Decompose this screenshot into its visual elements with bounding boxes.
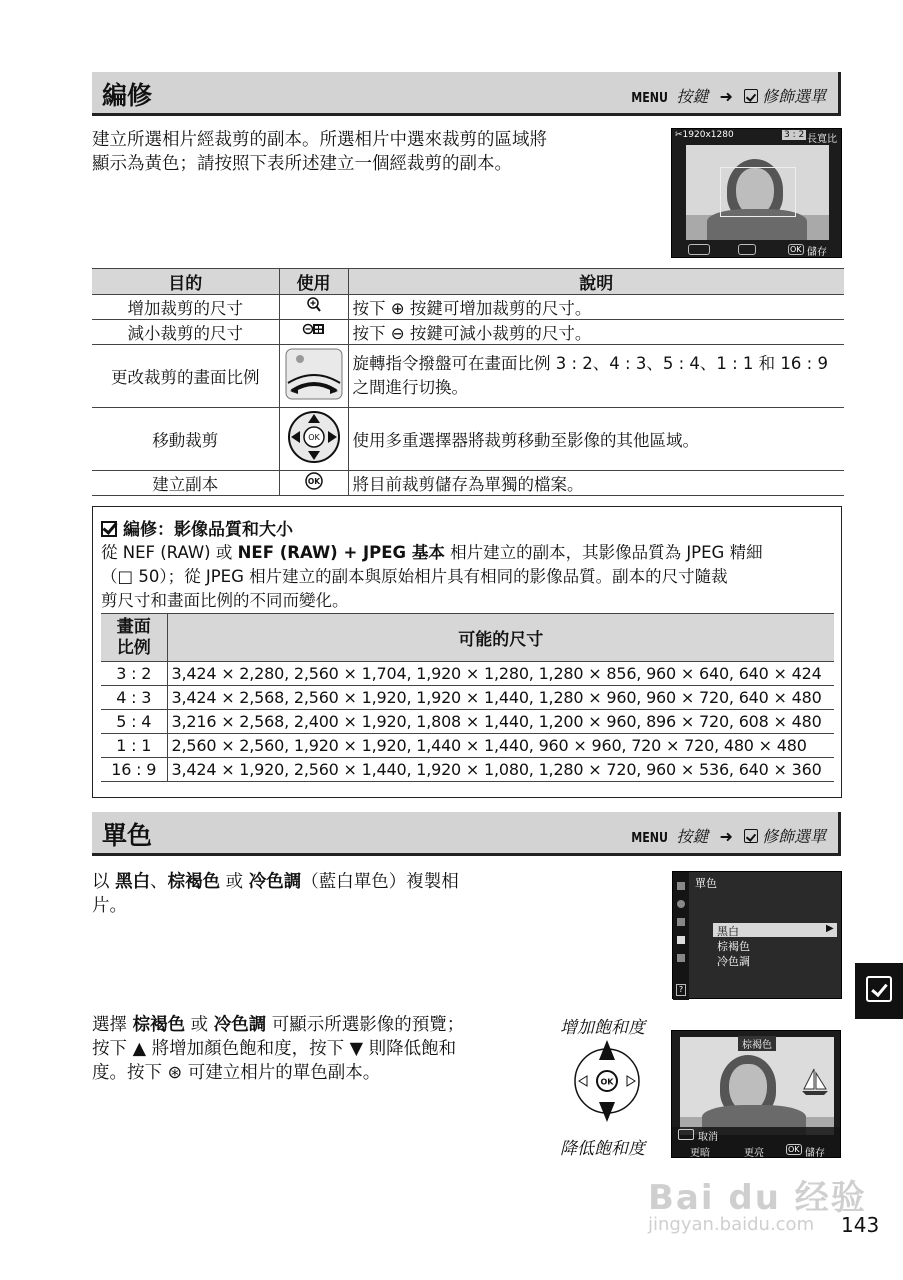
retouch-menu-icon — [744, 89, 758, 103]
ok-button-icon — [305, 472, 323, 490]
retouch-icon — [677, 936, 685, 944]
table-row: 更改裁剪的畫面比例 旋轉指令撥盤可在畫面比例 3 : 2、4 : 3、5 : 4、1 : 1 和 16 : 9 之間進行切換。 — [92, 345, 844, 408]
baidu-watermark: Bai du 经验 — [648, 1178, 867, 1218]
command-dial-icon — [282, 345, 346, 403]
ok-icon: OK — [788, 1145, 800, 1154]
header-use: 使用 — [279, 269, 348, 295]
table-row: 3 : 2 3,424 × 2,280, 2,560 × 1,704, 1,920 × 1,280, 1,280 × 856, 960 × 640, 640 × 424 — [101, 662, 834, 686]
multi-selector-diagram — [572, 1038, 642, 1124]
cancel-label: 取消 — [698, 1132, 718, 1143]
crop-screen-footer — [672, 242, 842, 258]
svg-text:OK: OK — [600, 1077, 614, 1087]
ratio-text: 長寬比 — [807, 134, 837, 145]
section-title: 單色 — [102, 821, 153, 850]
retouch-menu-icon — [744, 829, 758, 843]
preview-footer — [672, 1127, 841, 1158]
playback-icon — [677, 882, 685, 890]
image-size-table — [101, 613, 834, 782]
setup-icon — [677, 918, 685, 926]
header-purpose: 目的 — [92, 269, 279, 295]
header-description: 說明 — [348, 269, 844, 295]
menu-path: MENU 按鍵 ➜ 修飾選單 — [631, 827, 826, 846]
crop-frame — [720, 167, 796, 217]
menu-item-cyanotype[interactable]: 冷色調 — [717, 955, 750, 968]
page-number: 143 — [841, 1213, 880, 1237]
brighter-label: 更亮 — [744, 1148, 764, 1158]
table-row: 16 : 9 3,424 × 1,920, 2,560 × 1,440, 1,920 × 1,080, 1,280 × 720, 960 × 536, 640 × 360 — [101, 758, 834, 782]
menu-title: 單色 — [695, 877, 717, 890]
crop-screen-header — [672, 129, 842, 143]
monochrome-paragraph: 以 黑白、棕褐色 或 冷色調（藍白單色）複製相 片。 — [92, 872, 459, 916]
header-possible-sizes: 可能的尺寸 — [167, 614, 834, 662]
checkmark-icon — [101, 521, 117, 537]
section-header-retouch — [92, 72, 841, 116]
menu-path: MENU 按鍵 ➜ 修飾選單 — [631, 87, 826, 106]
ok-icon: OK — [790, 245, 802, 254]
playback-button-icon — [678, 1129, 694, 1140]
svg-text:OK: OK — [307, 433, 320, 442]
monochrome-menu-screen — [672, 871, 842, 999]
note-heading: 編修：影像品質和大小 — [101, 515, 293, 540]
multi-selector-icon — [286, 409, 342, 465]
note-text: 從 NEF (RAW) 或 NEF (RAW) + JPEG 基本 相片建立的副本，其影像品質為 JPEG 精細 （□ 50）；從 JPEG 相片建立的副本與原始相片具有相同的影像品質。副本的尺寸隨裁 剪尺寸和畫面比例的不同而變化。 — [101, 543, 763, 610]
note-box — [92, 506, 842, 798]
menu-item-sepia[interactable]: 棕褐色 — [717, 940, 750, 953]
zoom-in-icon — [306, 296, 322, 314]
menu-item-bw[interactable]: 黑白 — [717, 925, 739, 938]
table-row: 4 : 3 3,424 × 2,568, 2,560 × 1,920, 1,920 × 1,440, 1,280 × 960, 960 × 720, 640 × 480 — [101, 686, 834, 710]
saturation-paragraph: 選擇 棕褐色 或 冷色調 可顯示所選影像的預覽； 按下 ▲ 將增加顏色飽和度，按下 ▼ 則降低飽和 度。按下 ⊛ 可建立相片的單色副本。 — [92, 1015, 465, 1083]
table-row: 建立副本 OK 將目前裁剪儲存為單獨的檔案。 — [92, 471, 844, 496]
table-row: 增加裁剪的尺寸 按下 ⊕ 按鍵可增加裁剪的尺寸。 — [92, 295, 844, 320]
retouch-section-tab — [855, 963, 903, 1019]
decrease-saturation-label: 降低飽和度 — [560, 1139, 645, 1159]
ratio-label: 3 : 2 — [784, 130, 805, 140]
darker-label: 更暗 — [690, 1148, 710, 1158]
save-label: 儲存 — [805, 1148, 825, 1158]
zoom-out-icon — [688, 244, 710, 255]
camera-icon — [677, 900, 685, 908]
table-row: 減小裁剪的尺寸 按下 ⊖ 按鍵可減小裁剪的尺寸。 — [92, 320, 844, 345]
chevron-right-icon: ▶ — [826, 923, 834, 934]
zoom-in-icon — [738, 244, 756, 255]
header-aspect-ratio: 畫面 比例 — [101, 614, 167, 662]
section-title: 編修 — [102, 81, 153, 110]
sepia-preview-screen — [671, 1030, 841, 1158]
retouch-tab-icon — [866, 976, 892, 1002]
help-icon: ? — [676, 984, 686, 996]
intro-paragraph: 建立所選相片經裁剪的副本。所選相片中選來裁剪的區域將 顯示為黃色；請按照下表所述建立一個經裁剪的副本。 — [92, 130, 547, 174]
section-header-monochrome — [92, 812, 841, 856]
preview-title: 棕褐色 — [738, 1036, 776, 1051]
crop-controls-table — [92, 268, 844, 496]
my-menu-icon — [677, 954, 685, 962]
sailboat-icon — [800, 1067, 830, 1097]
size-label: ✂1920x1280 — [675, 130, 734, 140]
table-row: 5 : 4 3,216 × 2,568, 2,400 × 1,920, 1,808 × 1,440, 1,200 × 960, 896 × 720, 608 × 480 — [101, 710, 834, 734]
table-row: 1 : 1 2,560 × 2,560, 1,920 × 1,920, 1,440 × 1,440, 960 × 960, 720 × 720, 480 × 480 — [101, 734, 834, 758]
svg-text:OK: OK — [307, 477, 320, 486]
crop-preview-screen — [671, 128, 842, 258]
table-row: 移動裁剪 OK 使用多重選擇器將裁剪移動至影像的其他區域。 — [92, 408, 844, 471]
watermark-url: jingyan.baidu.com — [648, 1214, 815, 1235]
zoom-out-thumbnail-icon — [302, 322, 326, 338]
save-label: 儲存 — [807, 247, 827, 258]
menu-sidebar — [673, 872, 689, 1000]
increase-saturation-label: 增加飽和度 — [560, 1018, 645, 1038]
